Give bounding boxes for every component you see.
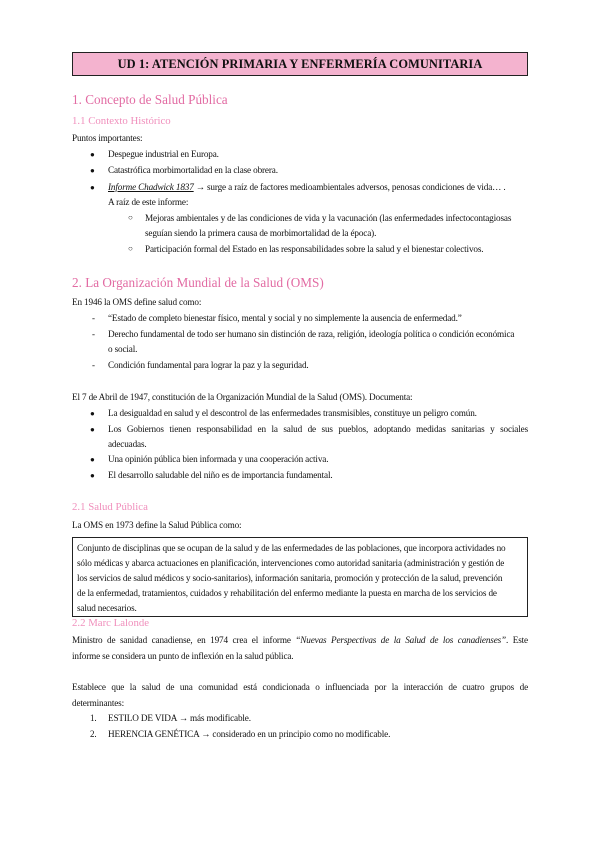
dash-marker: - <box>92 360 95 370</box>
circle-bullet-icon: ○ <box>128 244 133 253</box>
sub-list-item: Participación formal del Estado en las responsabilidades sobre la salud y el bienestar colectivos. <box>145 244 484 254</box>
bullet-icon: ● <box>90 166 95 175</box>
definition-line: los servicios de salud médicos y socio-sanitarios), información sanitaria, promoción y protección de la salud, prevención <box>77 573 503 583</box>
document-title <box>72 52 528 76</box>
chadwick-description: → surge a raíz de factores medioambientales adversos, penosas condiciones de vida… . <box>193 182 506 192</box>
lalonde-paragraph-line: informe se considera un punto de inflexión en la salud pública. <box>72 651 294 661</box>
lalonde-paragraph-line <box>72 634 528 646</box>
bullet-icon: ● <box>90 471 95 480</box>
list-item: Catastrófica morbimortalidad en la clase obrera. <box>108 165 278 175</box>
definition-box <box>72 537 528 617</box>
dash-item-continuation: o social. <box>108 344 138 354</box>
definition-line: sólo médicas y abarca actuaciones en planificación, intervenciones como autoridad sanitaria (administración y gestión de <box>77 558 505 568</box>
list-number: 1. <box>90 713 97 723</box>
dash-item: Condición fundamental para lograr la paz y la seguridad. <box>108 360 309 370</box>
list-item: Una opinión pública bien informada y una cooperación activa. <box>108 454 329 464</box>
section-2-intro: En 1946 la OMS define salud como: <box>72 297 202 307</box>
list-item: El desarrollo saludable del niño es de importancia fundamental. <box>108 470 333 480</box>
determinants-paragraph-line: Establece que la salud de una comunidad está condicionada o influenciada por la interacción de cuatro grupos de <box>72 682 528 692</box>
definition-line: salud necesarios. <box>77 603 137 613</box>
circle-bullet-icon: ○ <box>128 213 133 222</box>
numbered-item: HERENCIA GENÉTICA → considerado en un principio como no modificable. <box>108 729 391 739</box>
sub-list-item-continuation: seguían siendo la primera causa de morbimortalidad de la época). <box>145 228 377 238</box>
section-2-paragraph: El 7 de Abril de 1947, constitución de la Organización Mundial de la Salud (OMS). Documenta: <box>72 392 413 402</box>
determinants-paragraph-line: determinantes: <box>72 698 124 708</box>
subsection-2-2-heading: 2.2 Marc Lalonde <box>72 617 150 629</box>
dash-marker: - <box>92 313 95 323</box>
definition-line: Conjunto de disciplinas que se ocupan de la salud y de las enfermedades de las poblaciones, que incorpora actividades no <box>77 543 506 553</box>
numbered-item: ESTILO DE VIDA → más modificable. <box>108 713 251 723</box>
list-item: La desigualdad en salud y el descontrol de las enfermedades transmisibles, constituye un peligro común. <box>108 408 477 418</box>
definition-line: de la enfermedad, tratamientos, cuidados y rehabilitación del enfermo mediante la puesta en marcha de los servicios de <box>77 588 497 598</box>
list-item-continuation: adecuadas. <box>108 439 147 449</box>
lalonde-text-end: . Este <box>506 635 528 645</box>
dash-item: “Estado de completo bienestar físico, mental y social y no simplemente la ausencia de enfermedad.” <box>108 313 462 323</box>
list-item: Los Gobiernos tienen responsabilidad en la salud de sus pueblos, adoptando medidas sanitarias y sociales <box>108 424 528 434</box>
lalonde-report-title: “Nuevas Perspectivas de la Salud de los canadienses” <box>295 635 507 645</box>
dash-marker: - <box>92 329 95 339</box>
bullet-icon: ● <box>90 455 95 464</box>
list-item-continuation: A raíz de este informe: <box>108 197 189 207</box>
document-title-text: UD 1: ATENCIÓN PRIMARIA Y ENFERMERÍA COMUNITARIA <box>117 56 483 71</box>
dash-item: Derecho fundamental de todo ser humano sin distinción de raza, religión, ideología política o condición económica <box>108 329 515 339</box>
chadwick-report-link: Informe Chadwick 1837 <box>108 182 194 192</box>
subsection-1-1-heading: 1.1 Contexto Histórico <box>72 115 171 127</box>
bullet-icon: ● <box>90 409 95 418</box>
bullet-icon: ● <box>90 183 95 192</box>
bullet-icon: ● <box>90 150 95 159</box>
section-1-heading: 1. Concepto de Salud Pública <box>72 92 228 107</box>
subsection-2-1-intro: La OMS en 1973 define la Salud Pública como: <box>72 520 242 530</box>
list-item-chadwick <box>108 181 506 193</box>
lalonde-text: Ministro de sanidad canadiense, en 1974 crea el informe <box>72 635 296 645</box>
bullet-icon: ● <box>90 425 95 434</box>
sub-list-item: Mejoras ambientales y de las condiciones de vida y la vacunación (las enfermedades infectocontagiosas <box>145 213 512 223</box>
section-1-1-intro: Puntos importantes: <box>72 133 143 143</box>
list-number: 2. <box>90 729 97 739</box>
list-item: Despegue industrial en Europa. <box>108 149 219 159</box>
section-2-heading: 2. La Organización Mundial de la Salud (OMS) <box>72 275 324 290</box>
subsection-2-1-heading: 2.1 Salud Pública <box>72 501 148 513</box>
